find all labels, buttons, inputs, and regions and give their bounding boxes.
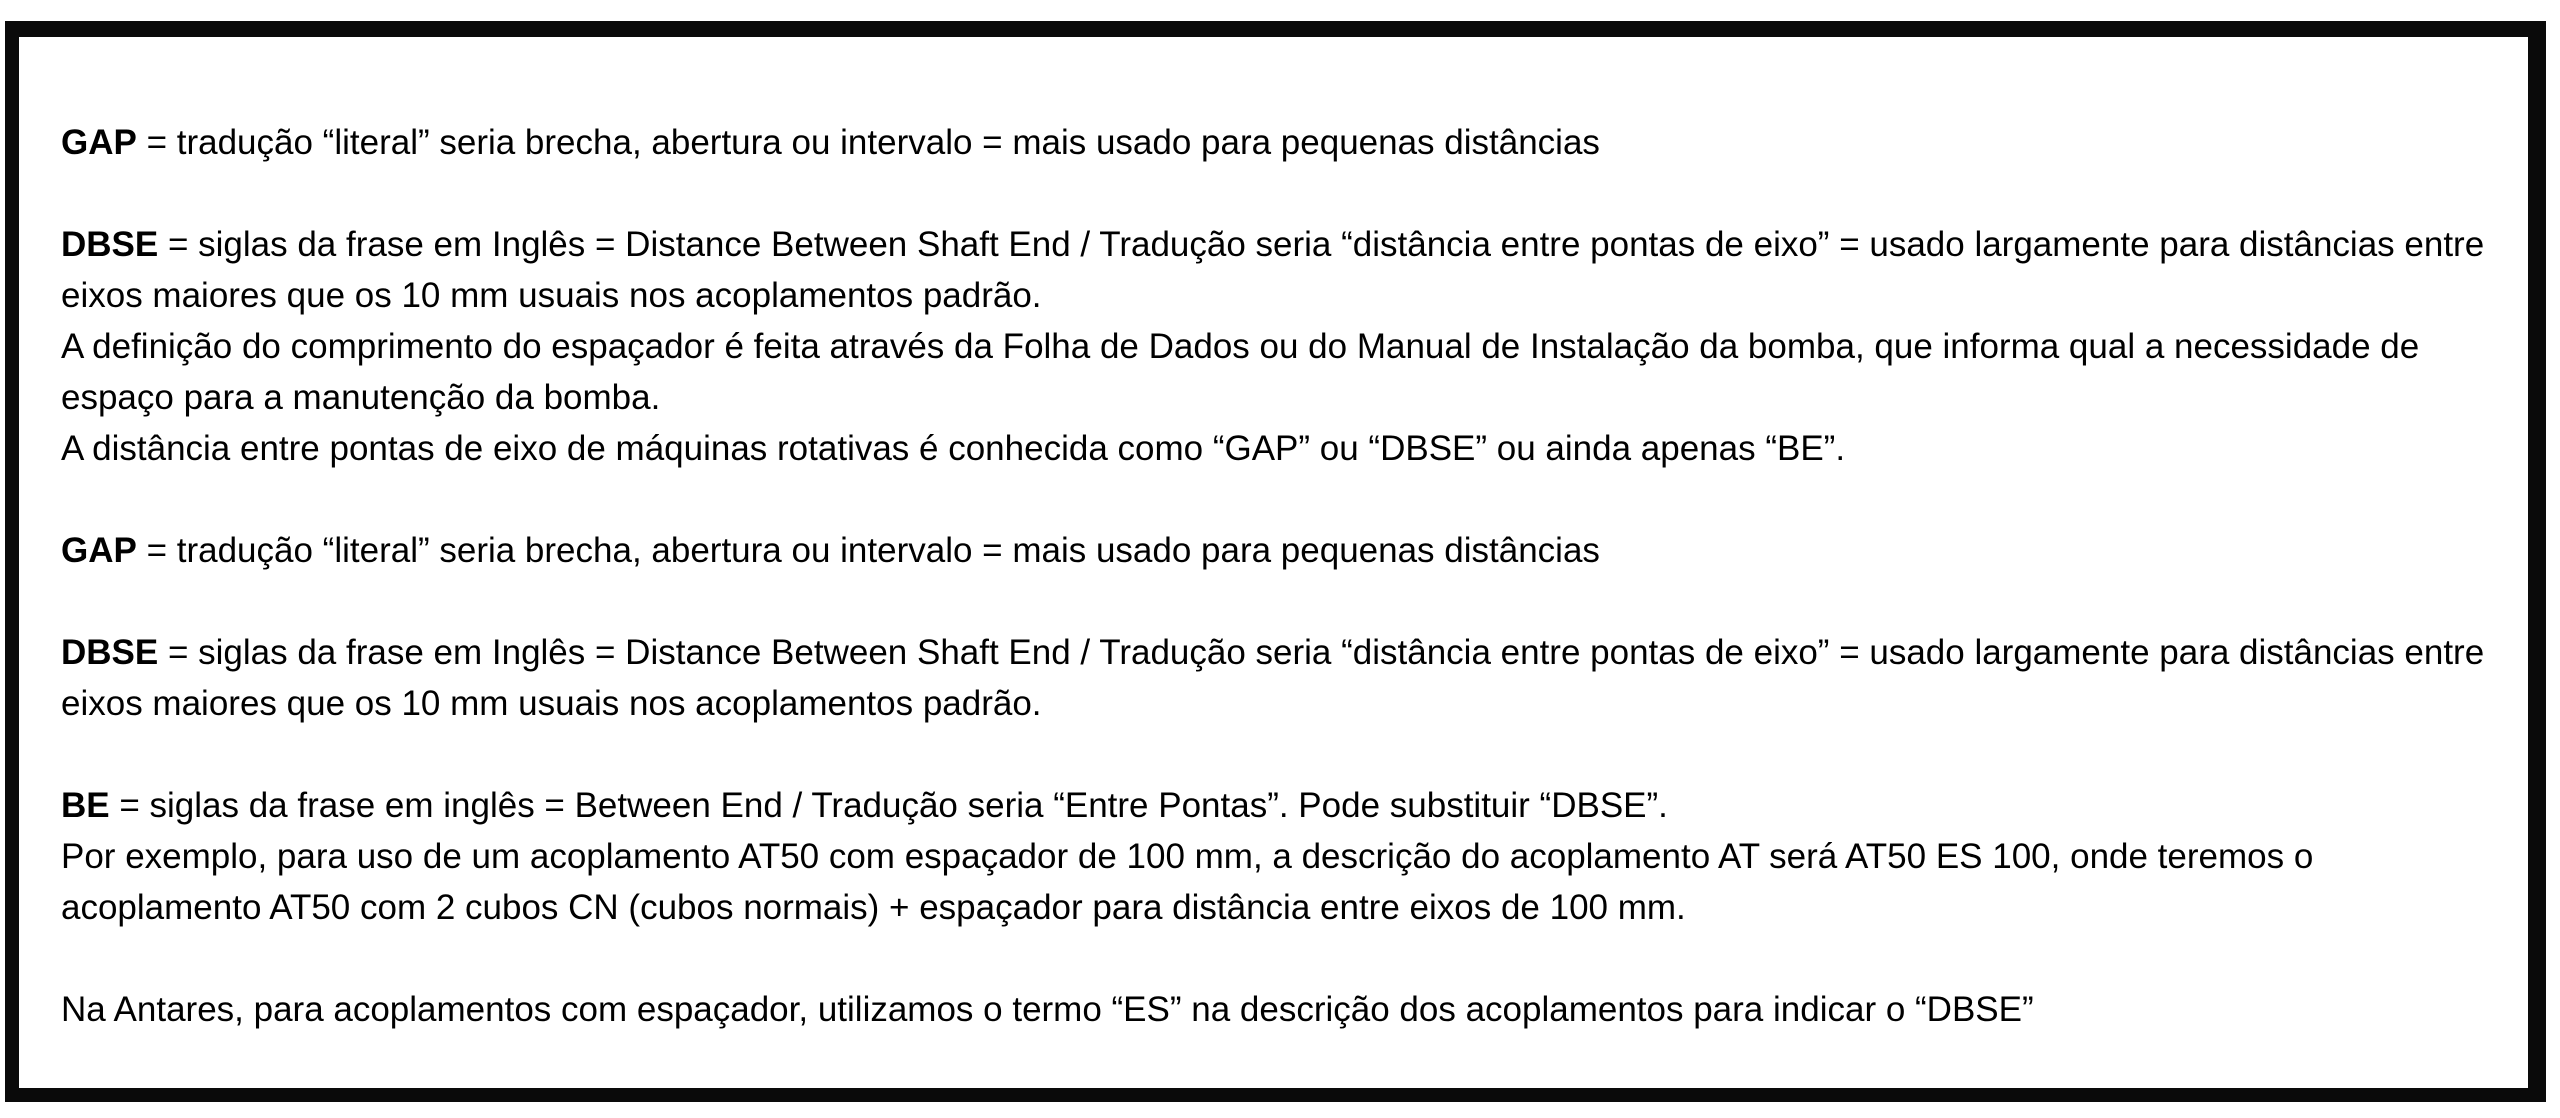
paragraph-text: = siglas da frase em Inglês = Distance Between Shaft End / Tradução seria “distância entre pontas de eixo” = usado largamente para distâncias entre eixos maiores que os 10 mm usuais nos acoplamentos padrão.: [61, 633, 2485, 723]
paragraph-spacer: [61, 729, 2501, 780]
paragraph-text: = tradução “literal” seria brecha, abertura ou intervalo = mais usado para pequenas distâncias: [136, 123, 1600, 162]
paragraph-spacer: [61, 933, 2501, 984]
paragraph-antares-note: [61, 984, 2501, 1035]
paragraph-text: A distância entre pontas de eixo de máquinas rotativas é conhecida como “GAP” ou “DBSE” ou ainda apenas “BE”.: [61, 429, 1846, 468]
term-label: GAP: [61, 531, 137, 570]
term-label: BE: [61, 786, 110, 825]
term-label: DBSE: [61, 633, 159, 672]
document-body: [61, 117, 2501, 1035]
paragraph-text: = tradução “literal” seria brecha, abertura ou intervalo = mais usado para pequenas distâncias: [136, 531, 1600, 570]
paragraph-gap-definition-repeat: [61, 525, 2501, 576]
paragraph-text: Por exemplo, para uso de um acoplamento AT50 com espaçador de 100 mm, a descrição do acoplamento AT será AT50 ES 100, onde teremos o acoplamento AT50 com 2 cubos CN (cubos normais) + espaçador para distância entre eixos de 100 mm.: [61, 837, 2314, 927]
paragraph-text: A definição do comprimento do espaçador é feita através da Folha de Dados ou do Manual de Instalação da bomba, que informa qual a necessidade de espaço para a manutenção da bomba.: [61, 327, 2420, 417]
paragraph-spacer: [61, 474, 2501, 525]
paragraph-shaft-distance: [61, 423, 2501, 474]
paragraph-dbse-definition-repeat: [61, 627, 2501, 729]
paragraph-text: Na Antares, para acoplamentos com espaçador, utilizamos o termo “ES” na descrição dos acoplamentos para indicar o “DBSE”: [61, 990, 2034, 1029]
term-label: DBSE: [61, 225, 159, 264]
paragraph-gap-definition: [61, 117, 2501, 168]
paragraph-spacer: [61, 168, 2501, 219]
term-label: GAP: [61, 123, 137, 162]
paragraph-text: = siglas da frase em inglês = Between End / Tradução seria “Entre Pontas”. Pode substituir “DBSE”.: [109, 786, 1668, 825]
paragraph-text: = siglas da frase em Inglês = Distance Between Shaft End / Tradução seria “distância entre pontas de eixo” = usado largamente para distâncias entre eixos maiores que os 10 mm usuais nos acoplamentos padrão.: [61, 225, 2485, 315]
paragraph-spacer: [61, 576, 2501, 627]
paragraph-example: [61, 831, 2501, 933]
paragraph-be-definition: [61, 780, 2501, 831]
paragraph-dbse-definition: [61, 219, 2501, 321]
paragraph-spacer-length: [61, 321, 2501, 423]
